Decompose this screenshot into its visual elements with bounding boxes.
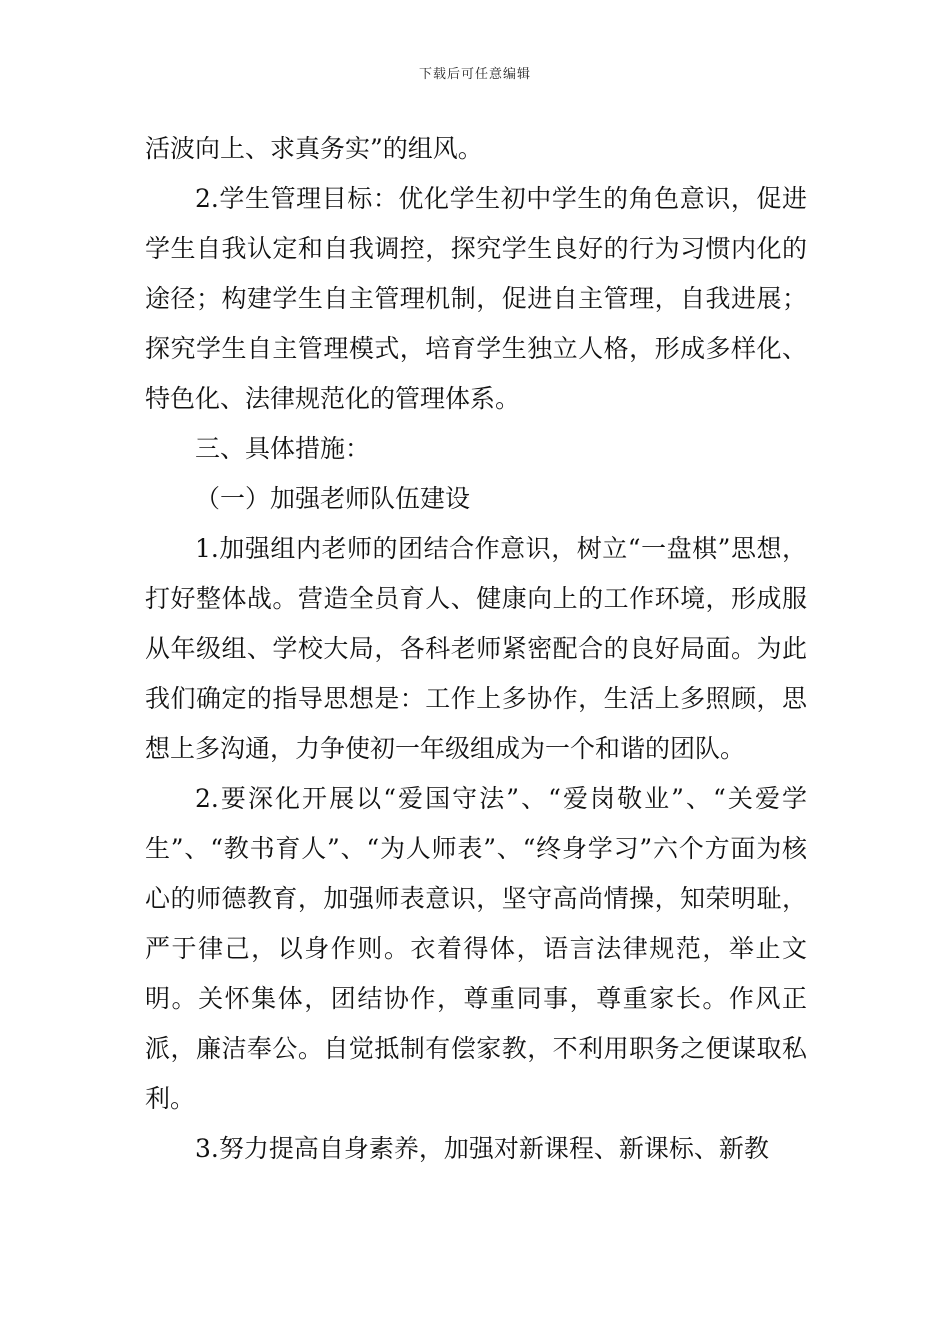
paragraph-5: 3.努力提高自身素养，加强对新课程、新课标、新教 [195, 1134, 769, 1163]
paragraph-2: 2.学生管理目标：优化学生初中学生的角色意识，促进学生自我认定和自我调控，探究学生良好的行为习惯内化的途径；构建学生自主管理机制，促进自主管理，自我进展；探究学生自主管理模式，培育学生独立人格，形成多样化、特色化、法律规范化的管理体系。 [145, 184, 807, 413]
page-header-note: 下载后可任意编辑 [418, 67, 531, 82]
paragraph-1: 活波向上、求真务实”的组风。 [145, 134, 483, 163]
section-heading-measures: 三、具体措施： [195, 434, 371, 463]
document-body [145, 124, 807, 1174]
paragraph-4: 2.要深化开展以“爱国守法”、“爱岗敬业”、“关爱学生”、“教书育人”、“为人师表”、“终身学习”六个方面为核心的师德教育，加强师表意识，坚守高尚情操，知荣明耻，严于律己，以身作则。衣着得体，语言法律规范，举止文明。关怀集体，团结协作，尊重同事，尊重家长。作风正派，廉洁奉公。自觉抵制有偿家教，不利用职务之便谋取私利。 [145, 784, 807, 1113]
subsection-heading-teacher-team: （一）加强老师队伍建设 [195, 484, 471, 513]
paragraph-3: 1.加强组内老师的团结合作意识，树立“一盘棋”思想，打好整体战。营造全员育人、健康向上的工作环境，形成服从年级组、学校大局，各科老师紧密配合的良好局面。为此我们确定的指导思想是：工作上多协作，生活上多照顾，思想上多沟通，力争使初一年级组成为一个和谐的团队。 [145, 534, 807, 763]
